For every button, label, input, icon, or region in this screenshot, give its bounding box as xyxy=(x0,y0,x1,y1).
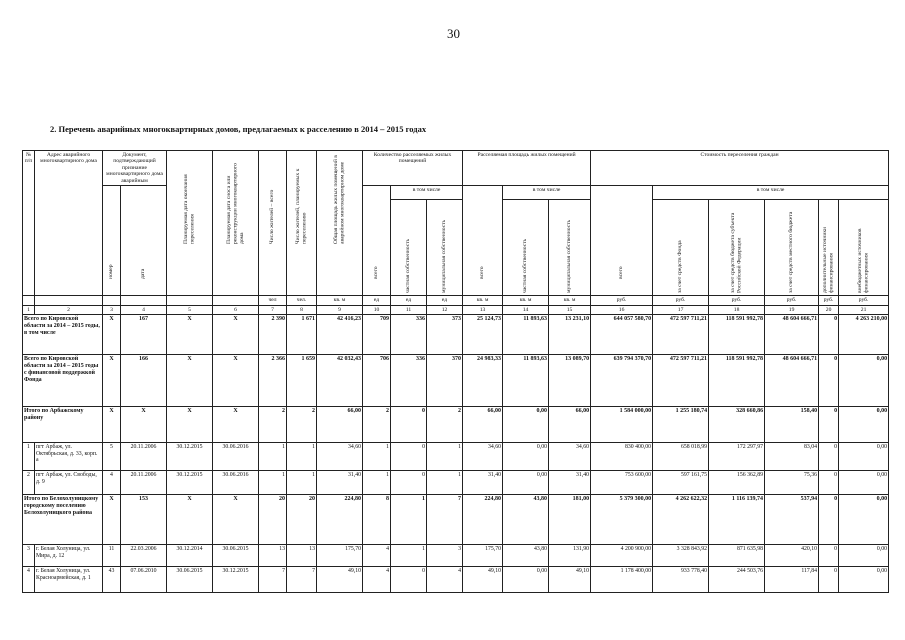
table-cell: 24 983,33 xyxy=(463,354,503,406)
table-cell: 75,36 xyxy=(765,470,819,494)
row-number: 4 xyxy=(23,566,35,592)
table-cell: 0 xyxy=(391,406,427,442)
table-cell: X xyxy=(103,406,121,442)
table-cell: 7 xyxy=(427,494,463,544)
table-cell: 7 xyxy=(287,566,317,592)
table-cell: 0,00 xyxy=(839,494,889,544)
table-cell: 42 032,43 xyxy=(317,354,363,406)
table-cell: 336 xyxy=(391,354,427,406)
table-cell: 11 893,63 xyxy=(503,314,549,354)
table-cell: 224,80 xyxy=(317,494,363,544)
header-cost-extra: дополнительные источники финансирования xyxy=(819,200,839,296)
table-cell: 4 xyxy=(363,544,391,566)
table-cell: 42 416,23 xyxy=(317,314,363,354)
table-cell: 0,00 xyxy=(839,406,889,442)
group-label: Итого по Белохолуницкому городскому поселению Белохолуницкого района xyxy=(23,494,103,544)
table-cell: 871 635,98 xyxy=(709,544,765,566)
table-cell: 753 600,00 xyxy=(591,470,653,494)
table-cell: 1 178 400,00 xyxy=(591,566,653,592)
table-cell: 1 671 xyxy=(287,314,317,354)
table-cell: 13 231,10 xyxy=(549,314,591,354)
table-cell: 933 778,40 xyxy=(653,566,709,592)
row-address: г. Белая Холуница, ул. Мира, д. 12 xyxy=(35,544,103,566)
table-body xyxy=(23,314,889,592)
table-row xyxy=(23,442,889,470)
table-cell: 13 xyxy=(287,544,317,566)
table-cell: 11 xyxy=(103,544,121,566)
table-cell: 658 018,99 xyxy=(653,442,709,470)
table-cell: 175,70 xyxy=(463,544,503,566)
table-cell: X xyxy=(213,406,259,442)
table-cell: 175,70 xyxy=(317,544,363,566)
table-cell: 66,00 xyxy=(463,406,503,442)
table-cell: 4 262 622,32 xyxy=(653,494,709,544)
table-row xyxy=(23,544,889,566)
group-label: Всего по Кировской области за 2014 – 2015 годы с финансовой поддержкой Фонда xyxy=(23,354,103,406)
table-cell: 25 124,73 xyxy=(463,314,503,354)
table-cell: 43,80 xyxy=(503,494,549,544)
row-address: г. Белая Холуница, ул. Красноармейская, д. 1 xyxy=(35,566,103,592)
row-number: 1 xyxy=(23,442,35,470)
table-cell: 4 xyxy=(363,566,391,592)
table-cell: 07.06.2010 xyxy=(121,566,167,592)
table-cell: 118 591 992,78 xyxy=(709,314,765,354)
table-cell: 13 089,70 xyxy=(549,354,591,406)
table-cell: 43 xyxy=(103,566,121,592)
table-group-row xyxy=(23,314,889,354)
table-group-row xyxy=(23,406,889,442)
table-cell: 2 xyxy=(427,406,463,442)
table-cell: 30.06.2015 xyxy=(213,544,259,566)
table-cell: 13 xyxy=(259,544,287,566)
resettlement-table xyxy=(22,150,889,593)
table-cell: 31,40 xyxy=(463,470,503,494)
row-number: 3 xyxy=(23,544,35,566)
table-cell: 328 660,86 xyxy=(709,406,765,442)
header-cost-fund: за счет средств Фонда xyxy=(653,200,709,296)
table-cell: 706 xyxy=(363,354,391,406)
document-title: 2. Перечень аварийных многоквартирных домов, предлагаемых к расселению в 2014 – 2015 годах xyxy=(50,124,427,134)
group-label: Всего по Кировской области за 2014 – 2015 годы, в том числе xyxy=(23,314,103,354)
table-cell: 0,00 xyxy=(839,442,889,470)
table-cell: 4 200 900,00 xyxy=(591,544,653,566)
table-cell: 0 xyxy=(819,544,839,566)
table-cell: 31,40 xyxy=(317,470,363,494)
table-cell: 644 057 580,70 xyxy=(591,314,653,354)
table-cell: 20.11.2006 xyxy=(121,442,167,470)
table-cell: 244 503,76 xyxy=(709,566,765,592)
table-cell: 48 604 666,71 xyxy=(765,314,819,354)
table-cell: 1 116 139,74 xyxy=(709,494,765,544)
header-area: Расселяемая площадь жилых помещений xyxy=(463,151,591,186)
table-cell: 2 xyxy=(363,406,391,442)
table-cell: X xyxy=(103,314,121,354)
table-cell: 66,00 xyxy=(549,406,591,442)
table-cell: 1 584 000,00 xyxy=(591,406,653,442)
table-cell: 0 xyxy=(819,566,839,592)
table-header xyxy=(23,151,889,315)
header-rooms-total: всего xyxy=(363,186,391,296)
table-cell: 0 xyxy=(391,442,427,470)
table-cell: 0 xyxy=(819,354,839,406)
table-cell: 224,80 xyxy=(463,494,503,544)
page-number: 30 xyxy=(447,26,460,41)
table-cell: 0 xyxy=(819,494,839,544)
table-cell: 5 379 300,00 xyxy=(591,494,653,544)
table-cell: 4 xyxy=(427,566,463,592)
header-area-total: всего xyxy=(463,186,503,296)
header-num: № п/п xyxy=(23,151,35,296)
table-cell: 7 xyxy=(259,566,287,592)
table-cell: 1 xyxy=(391,494,427,544)
table-cell: 0,00 xyxy=(839,354,889,406)
table-cell: X xyxy=(167,354,213,406)
header-rooms-incl: в том числе xyxy=(391,186,463,200)
table-cell: 34,60 xyxy=(463,442,503,470)
column-numbers-row: 1 2 3 4 5 6 7 8 9 10 11 12 13 14 15 16 17 18 19 20 21 xyxy=(23,305,889,314)
table-cell: 30.06.2016 xyxy=(213,470,259,494)
table-cell: 11 893,63 xyxy=(503,354,549,406)
header-cost-local: за счет средств местного бюджета xyxy=(765,200,819,296)
table-group-row xyxy=(23,354,889,406)
table-cell: 153 xyxy=(121,494,167,544)
table-cell: 8 xyxy=(363,494,391,544)
table-cell: 30.12.2015 xyxy=(167,442,213,470)
table-cell: X xyxy=(103,494,121,544)
table-cell: 0,00 xyxy=(503,566,549,592)
table-cell: 30.12.2014 xyxy=(167,544,213,566)
header-cost: Стоимость переселения граждан xyxy=(591,151,889,186)
table-cell: 118 591 992,78 xyxy=(709,354,765,406)
table-cell: 34,60 xyxy=(549,442,591,470)
table-cell: 0,00 xyxy=(839,470,889,494)
header-planned-demolish: Планируемая дата сноса или реконструкции многоквартирного дома xyxy=(213,151,259,296)
table-cell: 1 xyxy=(259,470,287,494)
table-cell: 49,10 xyxy=(549,566,591,592)
table-cell: 0,00 xyxy=(503,406,549,442)
table-cell: 472 597 711,21 xyxy=(653,314,709,354)
header-cost-reference: внебюджетных источников финансирования xyxy=(839,200,889,296)
table-cell: 1 659 xyxy=(287,354,317,406)
table-cell: 830 400,00 xyxy=(591,442,653,470)
table-group-row xyxy=(23,494,889,544)
header-rooms-private: частная собственность xyxy=(391,200,427,296)
table-cell: 1 xyxy=(259,442,287,470)
table-cell: 158,40 xyxy=(765,406,819,442)
table-cell: 49,10 xyxy=(463,566,503,592)
header-doc-number: номер xyxy=(103,186,121,296)
header-total-area: Общая площадь жилых помещений в аварийном многоквартирном доме xyxy=(317,151,363,296)
table-cell: 0 xyxy=(391,566,427,592)
table-cell: 370 xyxy=(427,354,463,406)
table-cell: 66,00 xyxy=(317,406,363,442)
table-cell: 5 xyxy=(103,442,121,470)
header-cost-subject: за счет средств бюджета субъекта Российской Федерации xyxy=(709,200,765,296)
table-cell: 0 xyxy=(819,442,839,470)
table-row xyxy=(23,566,889,592)
table-cell: 0,00 xyxy=(503,442,549,470)
group-label: Итого по Арбажскому району xyxy=(23,406,103,442)
table-cell: 49,10 xyxy=(317,566,363,592)
table-cell: X xyxy=(167,494,213,544)
table-cell: 43,80 xyxy=(503,544,549,566)
table-cell: 0 xyxy=(391,470,427,494)
header-area-private: частная собственность xyxy=(503,200,549,296)
table-row xyxy=(23,470,889,494)
table-cell: 31,40 xyxy=(549,470,591,494)
header-cost-incl: в том числе xyxy=(653,186,889,200)
header-residents-total: Число жителей – всего xyxy=(259,151,287,296)
table-cell: 0 xyxy=(819,406,839,442)
table-cell: 0,00 xyxy=(839,566,889,592)
table-cell: 1 xyxy=(391,544,427,566)
table-cell: 20 xyxy=(287,494,317,544)
header-address: Адрес аварийного многоквартирного дома xyxy=(35,151,103,296)
header-area-incl: в том числе xyxy=(503,186,591,200)
table-cell: 373 xyxy=(427,314,463,354)
table-cell: 20.11.2006 xyxy=(121,470,167,494)
table-cell: 709 xyxy=(363,314,391,354)
table-cell: 166 xyxy=(121,354,167,406)
table-cell: 4 263 210,00 xyxy=(839,314,889,354)
header-rooms-count: Количество расселяемых жилых помещений xyxy=(363,151,463,186)
table-cell: 30.06.2015 xyxy=(167,566,213,592)
table-cell: 1 xyxy=(427,442,463,470)
table-cell: 0,00 xyxy=(839,544,889,566)
table-cell: X xyxy=(213,354,259,406)
table-cell: 1 xyxy=(363,442,391,470)
table-cell: 2 366 xyxy=(259,354,287,406)
table-cell: 48 604 666,71 xyxy=(765,354,819,406)
header-cost-total: всего xyxy=(591,186,653,296)
table-cell: 1 xyxy=(363,470,391,494)
header-document: Документ, подтверждающий признание многоквартирного дома аварийным xyxy=(103,151,167,186)
row-address: пгт Арбаж, ул. Октябрьская, д. 33, корп. а xyxy=(35,442,103,470)
table-cell: 4 xyxy=(103,470,121,494)
table-cell: 167 xyxy=(121,314,167,354)
table-cell: X xyxy=(167,314,213,354)
table-cell: 172 297,97 xyxy=(709,442,765,470)
table-cell: 420,10 xyxy=(765,544,819,566)
table-cell: 597 161,75 xyxy=(653,470,709,494)
header-rooms-municipal: муниципальная собственность xyxy=(427,200,463,296)
table-cell: 30.06.2016 xyxy=(213,442,259,470)
row-address: пгт Арбаж, ул. Свободы, д. 9 xyxy=(35,470,103,494)
table-cell: 30.12.2015 xyxy=(213,566,259,592)
table-cell: 336 xyxy=(391,314,427,354)
table-cell: 1 xyxy=(287,470,317,494)
header-doc-date: дата xyxy=(121,186,167,296)
table-cell: X xyxy=(121,406,167,442)
header-residents-planned: Число жителей, планируемых к переселению xyxy=(287,151,317,296)
table-cell: 20 xyxy=(259,494,287,544)
table-cell: X xyxy=(167,406,213,442)
table-cell: 34,60 xyxy=(317,442,363,470)
table-cell: 2 xyxy=(287,406,317,442)
table-cell: 1 xyxy=(427,470,463,494)
table-cell: 2 xyxy=(259,406,287,442)
table-cell: 83,04 xyxy=(765,442,819,470)
table-cell: 1 255 180,74 xyxy=(653,406,709,442)
table-cell: X xyxy=(213,314,259,354)
table-cell: 0 xyxy=(819,470,839,494)
table-cell: X xyxy=(213,494,259,544)
row-number: 2 xyxy=(23,470,35,494)
units-row: чел чел. кв. м ед ед ед кв. м кв. м кв. м руб. руб. руб. руб. руб. руб. xyxy=(23,296,889,305)
table-cell: 537,94 xyxy=(765,494,819,544)
table-cell: 3 328 843,92 xyxy=(653,544,709,566)
table-cell: X xyxy=(103,354,121,406)
table-cell: 1 xyxy=(287,442,317,470)
table-cell: 22.03.2006 xyxy=(121,544,167,566)
table-cell: 156 362,89 xyxy=(709,470,765,494)
table-cell: 0,00 xyxy=(503,470,549,494)
table-cell: 117,84 xyxy=(765,566,819,592)
table-cell: 181,00 xyxy=(549,494,591,544)
table-cell: 472 597 711,21 xyxy=(653,354,709,406)
table-cell: 3 xyxy=(427,544,463,566)
table-cell: 639 794 370,70 xyxy=(591,354,653,406)
table-cell: 30.12.2015 xyxy=(167,470,213,494)
table-cell: 0 xyxy=(819,314,839,354)
header-area-municipal: муниципальная собственность xyxy=(549,200,591,296)
table-cell: 131,90 xyxy=(549,544,591,566)
header-planned-end: Планируемая дата окончания переселения xyxy=(167,151,213,296)
table-cell: 2 390 xyxy=(259,314,287,354)
